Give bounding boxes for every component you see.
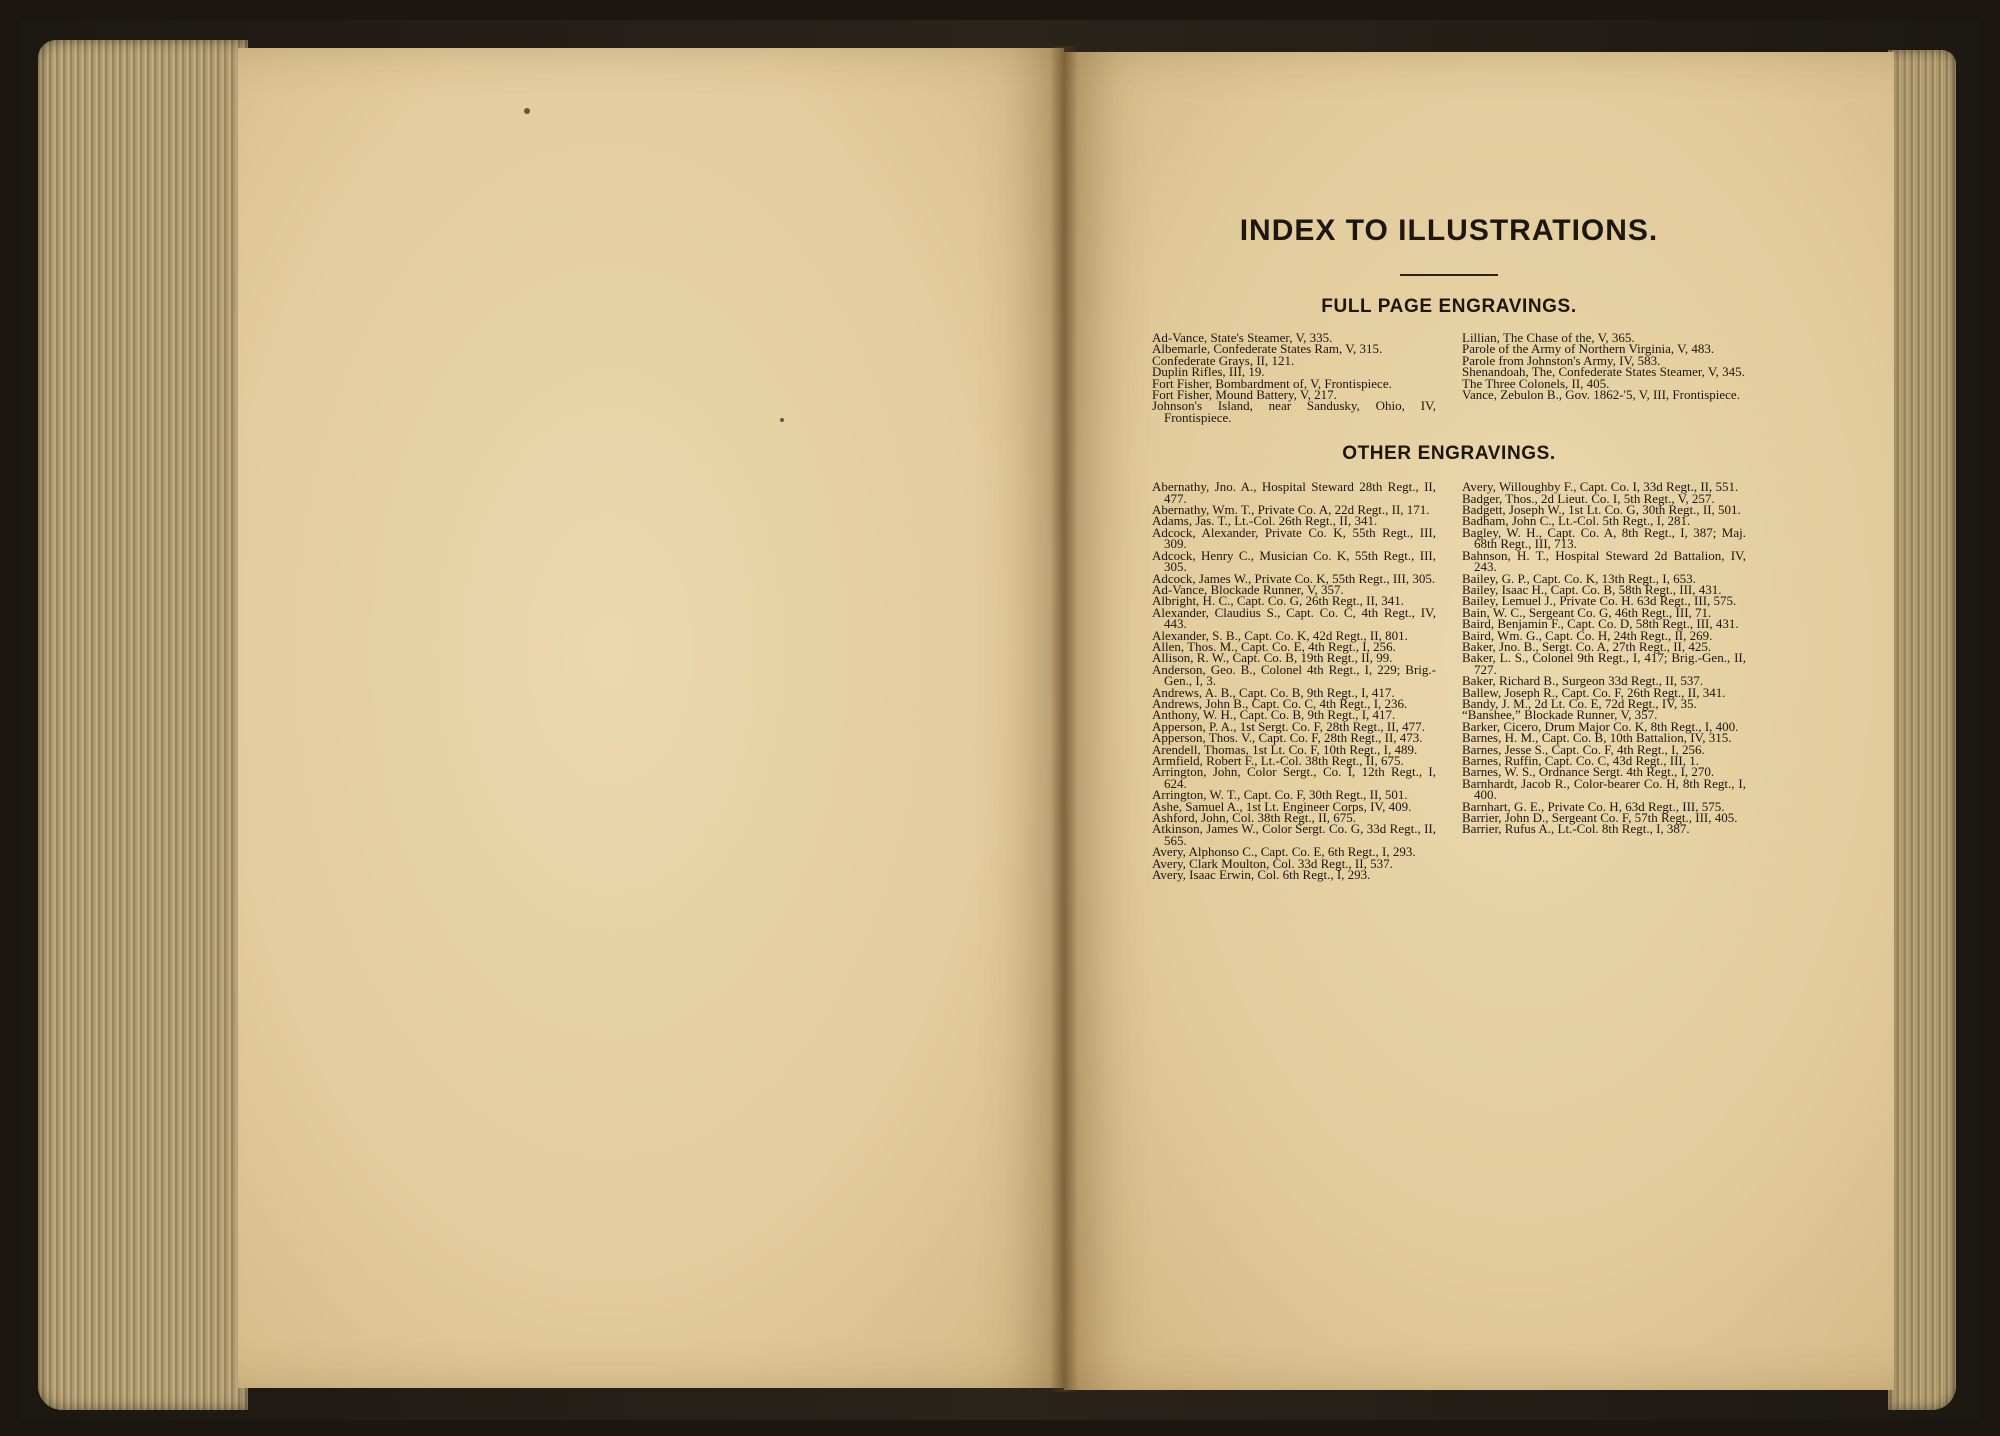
index-entry: Barnes, W. S., Ordnance Sergt. 4th Regt., I, 270. <box>1462 764 1715 780</box>
index-page <box>1152 214 1746 883</box>
page-speck <box>780 418 784 422</box>
other-left-column <box>1152 479 1436 883</box>
index-entry: Lillian, The Chase of the, V, 365. <box>1462 330 1635 345</box>
full-page-columns <box>1152 332 1746 423</box>
index-entry: Johnson's Island, near Sandusky, Ohio, IV, Frontispiece. <box>1152 398 1436 425</box>
index-entry: Apperson, Thos. V., Capt. Co. F, 28th Regt., II, 473. <box>1152 730 1423 746</box>
index-entry: Barrier, John D., Sergeant Co. F, 57th Regt., III, 405. <box>1462 810 1738 826</box>
index-entry: Bandy, J. M., 2d Lt. Co. E, 72d Regt., IV, 35. <box>1462 695 1697 711</box>
title-rule <box>1400 274 1498 276</box>
index-entry: Allison, R. W., Capt. Co. B, 19th Regt., II, 99. <box>1152 650 1393 666</box>
index-entry: Badger, Thos., 2d Lieut. Co. I, 5th Regt., V, 257. <box>1462 490 1715 506</box>
index-entry: Bahnson, H. T., Hospital Steward 2d Battalion, IV, 243. <box>1462 547 1746 575</box>
index-entry: Avery, Clark Moulton, Col. 33d Regt., II, 537. <box>1152 855 1393 871</box>
index-entry: Vance, Zebulon B., Gov. 1862-'5, V, III, Frontispiece. <box>1462 387 1740 403</box>
index-entry: Apperson, P. A., 1st Sergt. Co. F, 28th Regt., II, 477. <box>1152 718 1425 734</box>
index-entry: Bailey, Isaac H., Capt. Co. B, 58th Regt., III, 431. <box>1462 581 1722 597</box>
index-entry: Andrews, John B., Capt. Co. C, 4th Regt., I, 236. <box>1152 695 1408 711</box>
index-entry: Baird, Benjamin F., Capt. Co. D, 58th Regt., III, 431. <box>1462 616 1739 632</box>
index-entry: Bailey, Lemuel J., Private Co. H. 63d Regt., III, 575. <box>1462 593 1737 609</box>
index-entry: Ad-Vance, State's Steamer, V, 335. <box>1152 330 1333 345</box>
index-entry: Anderson, Geo. B., Colonel 4th Regt., I, 229; Brig.-Gen., I, 3. <box>1152 661 1436 689</box>
index-entry: “Banshee,” Blockade Runner, V, 357. <box>1462 707 1658 723</box>
index-entry: Avery, Alphonso C., Capt. Co. E, 6th Regt., I, 293. <box>1152 844 1416 860</box>
other-right-column <box>1462 481 1746 880</box>
full-page-right-column <box>1462 332 1746 423</box>
index-entry: Adcock, James W., Private Co. K, 55th Regt., III, 305. <box>1152 570 1436 586</box>
index-entry: Confederate Grays, II, 121. <box>1152 352 1295 368</box>
index-entry: Anthony, W. H., Capt. Co. B, 9th Regt., I, 417. <box>1152 707 1396 723</box>
index-entry: Arrington, W. T., Capt. Co. F, 30th Regt., II, 501. <box>1152 787 1408 803</box>
index-entry: Ad-Vance, Blockade Runner, V, 357. <box>1152 581 1344 597</box>
index-entry: Baird, Wm. G., Capt. Co. H, 24th Regt., II, 269. <box>1462 627 1713 643</box>
index-entry: Avery, Willoughby F., Capt. Co. I, 33d Regt., II, 551. <box>1462 479 1739 495</box>
other-engravings-columns <box>1152 479 1746 883</box>
index-entry: Alexander, Claudius S., Capt. Co. C, 4th Regt., IV, 443. <box>1152 604 1436 632</box>
index-entry: Badham, John C., Lt.-Col. 5th Regt., I, 281. <box>1462 513 1691 529</box>
left-page-blank <box>238 48 1064 1388</box>
index-entry: Abernathy, Wm. T., Private Co. A, 22d Regt., II, 171. <box>1152 502 1430 518</box>
index-entry: Atkinson, James W., Color Sergt. Co. G, 33d Regt., II, 565. <box>1152 821 1436 848</box>
index-entry: Barnhardt, Jacob R., Color-bearer Co. H, 8th Regt., I, 400. <box>1462 775 1746 803</box>
index-entry: Barnes, Jesse S., Capt. Co. F, 4th Regt., I, 256. <box>1462 741 1705 757</box>
index-entry: Barnes, H. M., Capt. Co. B, 10th Battalion, IV, 315. <box>1462 730 1732 746</box>
page-speck <box>524 108 530 114</box>
index-entry: Baker, L. S., Colonel 9th Regt., I, 417; Brig.-Gen., II, 727. <box>1462 650 1746 677</box>
index-entry: Fort Fisher, Mound Battery, V, 217. <box>1152 387 1337 403</box>
index-entry: Barnes, Ruffin, Capt. Co. C, 43d Regt., III, 1. <box>1462 753 1699 768</box>
index-entry: Parole from Johnston's Army, IV, 583. <box>1462 352 1661 368</box>
index-entry: Baker, Richard B., Surgeon 33d Regt., II, 537. <box>1462 673 1704 689</box>
index-entry: Andrews, A. B., Capt. Co. B, 9th Regt., I, 417. <box>1152 684 1395 700</box>
index-entry: Ballew, Joseph R., Capt. Co. F, 26th Regt., II, 341. <box>1462 684 1726 700</box>
index-entry: Barrier, Rufus A., Lt.-Col. 8th Regt., I, 387. <box>1462 821 1690 837</box>
index-entry: Fort Fisher, Bombardment of, V, Frontispiece. <box>1152 375 1392 391</box>
full-page-heading: FULL PAGE ENGRAVINGS. <box>1321 296 1577 317</box>
other-engravings-heading: OTHER ENGRAVINGS. <box>1342 443 1556 465</box>
index-entry: Shenandoah, The, Confederate States Steamer, V, 345. <box>1462 364 1745 380</box>
index-entry: Adams, Jas. T., Lt.-Col. 26th Regt., II, 341. <box>1152 513 1378 529</box>
index-entry: Ashe, Samuel A., 1st Lt. Engineer Corps, IV, 409. <box>1152 798 1412 814</box>
index-entry: Avery, Isaac Erwin, Col. 6th Regt., I, 293. <box>1152 867 1371 883</box>
index-entry: Barker, Cicero, Drum Major Co. K, 8th Regt., I, 400. <box>1462 718 1739 734</box>
book-gutter <box>1050 46 1078 1392</box>
index-entry: Bagley, W. H., Capt. Co. A, 8th Regt., I, 387; Maj. 68th Regt., III, 713. <box>1462 524 1746 552</box>
index-entry: Armfield, Robert F., Lt.-Col. 38th Regt., II, 675. <box>1152 753 1404 768</box>
index-entry: Adcock, Alexander, Private Co. K, 55th Regt., III, 309. <box>1152 524 1436 552</box>
index-entry: Arendell, Thomas, 1st Lt. Co. F, 10th Regt., I, 489. <box>1152 741 1418 757</box>
index-entry: Ashford, John, Col. 38th Regt., II, 675. <box>1152 810 1357 826</box>
full-page-left-column <box>1152 332 1436 423</box>
index-entry: Badgett, Joseph W., 1st Lt. Co. G, 30th Regt., II, 501. <box>1462 502 1741 518</box>
index-entry: Duplin Rifles, III, 19. <box>1152 364 1265 380</box>
index-entry: Bailey, G. P., Capt. Co. K, 13th Regt., I, 653. <box>1462 570 1696 586</box>
index-entry: Bain, W. C., Sergeant Co. G, 46th Regt., III, 71. <box>1462 604 1712 620</box>
index-entry: Parole of the Army of Northern Virginia, V, 483. <box>1462 341 1715 357</box>
index-entry: The Three Colonels, II, 405. <box>1462 375 1610 391</box>
index-entry: Abernathy, Jno. A., Hospital Steward 28th Regt., II, 477. <box>1152 479 1436 506</box>
index-entry: Baker, Jno. B., Sergt. Co. A, 27th Regt., II, 425. <box>1462 638 1712 654</box>
index-entry: Arrington, John, Color Sergt., Co. I, 12th Regt., I, 624. <box>1152 764 1436 791</box>
page-title: INDEX TO ILLUSTRATIONS. <box>1239 214 1659 247</box>
index-entry: Albright, H. C., Capt. Co. G, 26th Regt., II, 341. <box>1152 593 1405 609</box>
index-entry: Barnhart, G. E., Private Co. H, 63d Regt., III, 575. <box>1462 798 1725 814</box>
index-entry: Adcock, Henry C., Musician Co. K, 55th Regt., III, 305. <box>1152 547 1436 575</box>
index-entry: Allen, Thos. M., Capt. Co. E, 4th Regt., I, 256. <box>1152 638 1396 654</box>
index-entry: Albemarle, Confederate States Ram, V, 315. <box>1152 341 1383 357</box>
left-page-edges <box>38 40 248 1410</box>
index-entry: Alexander, S. B., Capt. Co. K, 42d Regt., II, 801. <box>1152 627 1408 643</box>
right-page-edges <box>1888 50 1956 1410</box>
